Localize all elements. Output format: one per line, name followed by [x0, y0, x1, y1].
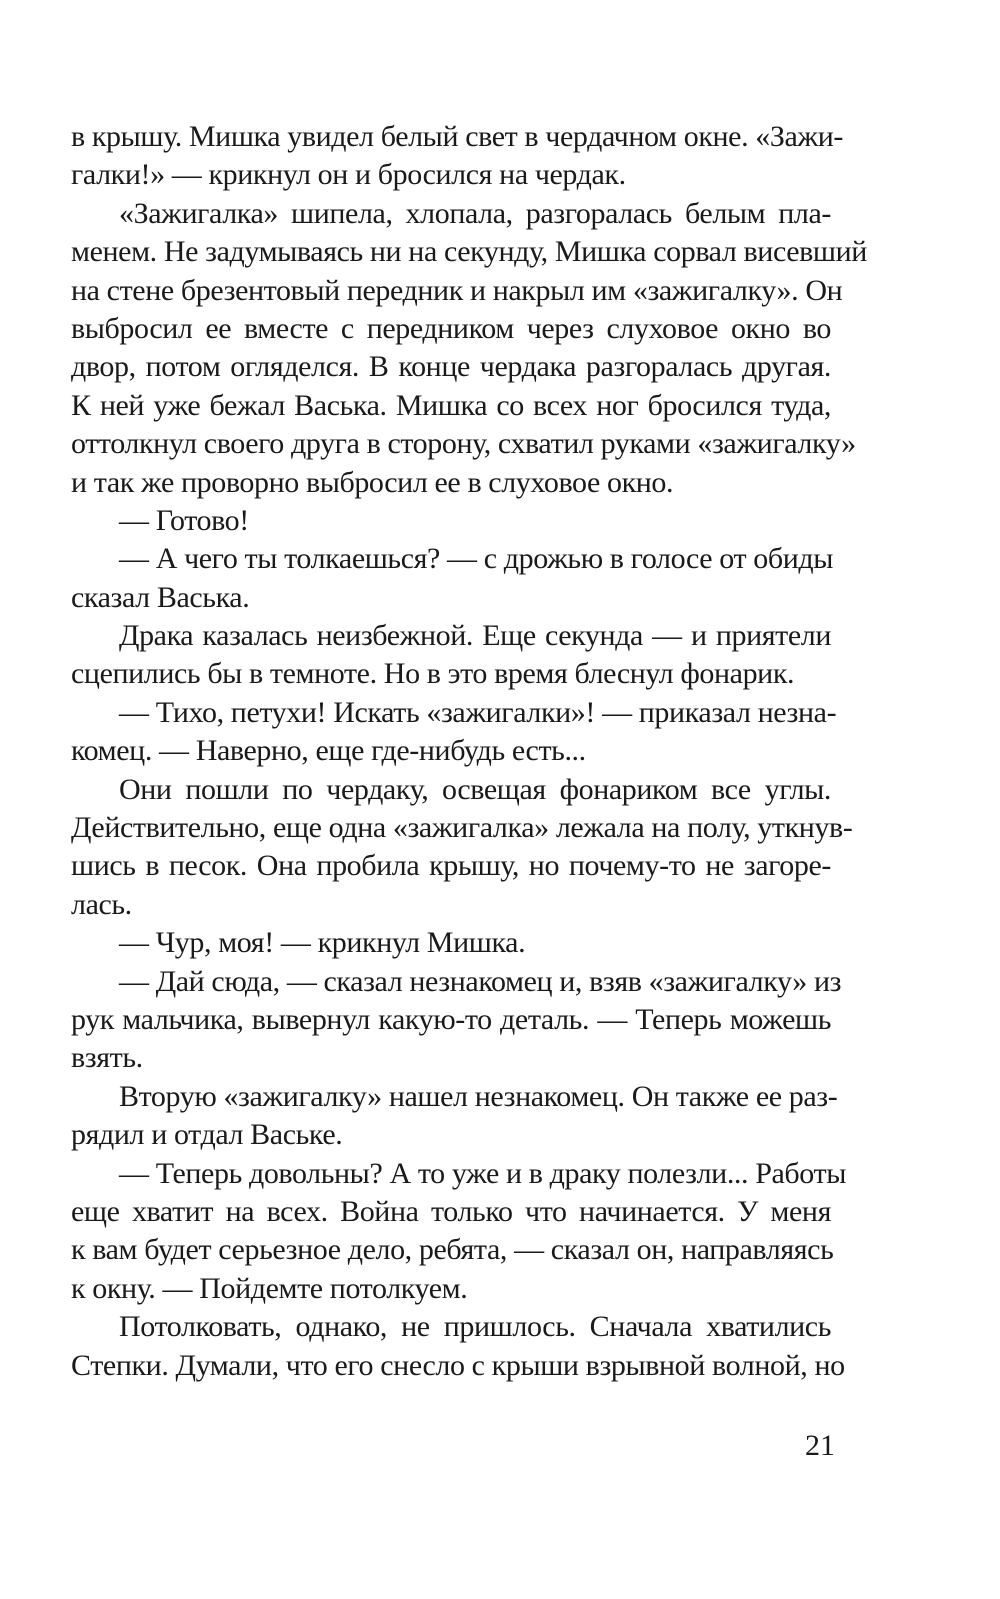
text-line: «Зажигалка» шипела, хлопала, разгоралась белым пла-: [119, 196, 831, 230]
text-line: — Дай сюда, — сказал незнакомец и, взяв «зажигалку» из: [119, 964, 842, 998]
paragraph: [71, 118, 843, 195]
text-line: — Готово!: [119, 503, 249, 537]
text-line: Степки. Думали, что его снесло с крыши взрывной волной, но: [71, 1348, 845, 1382]
paragraph: [71, 617, 831, 694]
text-line: в крышу. Мишка увидел белый свет в чердачном окне. «Зажи-: [71, 120, 843, 153]
paragraph: [71, 502, 831, 540]
paragraph: [71, 963, 842, 1078]
paragraph: [71, 694, 837, 771]
text-line: выбросил ее вместе с передником через слуховое окно во: [71, 311, 831, 345]
text-line: — Теперь довольны? А то уже и в драку полезли... Работы: [119, 1156, 846, 1190]
paragraph: [71, 924, 831, 962]
paragraph: [71, 771, 853, 925]
text-line: к вам будет серьезное дело, ребята, — сказал он, направляясь: [71, 1233, 834, 1267]
paragraph: [71, 540, 831, 617]
text-line: менем. Не задумываясь ни на секунду, Мишка сорвал висевший: [71, 235, 867, 269]
text-line: к окну. — Пойдемте потолкуем.: [71, 1271, 468, 1305]
text-line: взять.: [71, 1041, 143, 1075]
page-number: 21: [805, 1429, 835, 1462]
text-line: и так же проворно выбросил ее в слуховое окно.: [71, 465, 674, 499]
text-line: еще хватит на всех. Война только что начинается. У меня: [71, 1194, 831, 1228]
text-line: оттолкнул своего друга в сторону, схватил руками «зажигалку»: [71, 427, 856, 461]
text-line: Потолковать, однако, не пришлось. Сначала хватились: [119, 1310, 831, 1344]
paragraph: [71, 1078, 838, 1155]
text-line: сцепились бы в темноте. Но в это время блеснул фонарик.: [71, 657, 795, 691]
paragraph: [71, 1308, 845, 1385]
text-line: рук мальчика, вывернул какую-то деталь. — Теперь можешь: [71, 1002, 831, 1036]
paragraph: [71, 195, 867, 502]
body-text: [71, 118, 867, 1385]
text-line: К ней уже бежал Васька. Мишка со всех ног бросился туда,: [71, 388, 831, 422]
text-line: лась.: [71, 887, 132, 921]
text-line: — Чур, моя! — крикнул Мишка.: [119, 926, 526, 960]
text-line: — А чего ты толкаешься? — с дрожью в голосе от обиды: [119, 542, 833, 576]
text-line: — Тихо, петухи! Искать «зажигалки»! — приказал незна-: [119, 695, 837, 729]
paragraph: [71, 1155, 846, 1309]
text-line: галки!» — крикнул он и бросился на чердак.: [71, 158, 626, 192]
text-line: шись в песок. Она пробила крышу, но почему-то не загоре-: [71, 849, 831, 883]
text-line: комец. — Наверно, еще где-нибудь есть...: [71, 734, 586, 768]
text-line: Драка казалась неизбежной. Еще секунда — и приятели: [119, 619, 831, 653]
text-line: рядил и отдал Ваське.: [71, 1118, 343, 1152]
text-line: Они пошли по чердаку, освещая фонариком все углы.: [119, 772, 831, 806]
text-line: двор, потом огляделся. В конце чердака разгоралась другая.: [71, 350, 831, 384]
text-line: Действительно, еще одна «зажигалка» лежала на полу, уткнув-: [71, 811, 853, 845]
text-line: Вторую «зажигалку» нашел незнакомец. Он также ее раз-: [119, 1079, 838, 1113]
text-line: на стене брезентовый передник и накрыл им «зажигалку». Он: [71, 273, 843, 307]
text-line: сказал Васька.: [71, 580, 250, 614]
